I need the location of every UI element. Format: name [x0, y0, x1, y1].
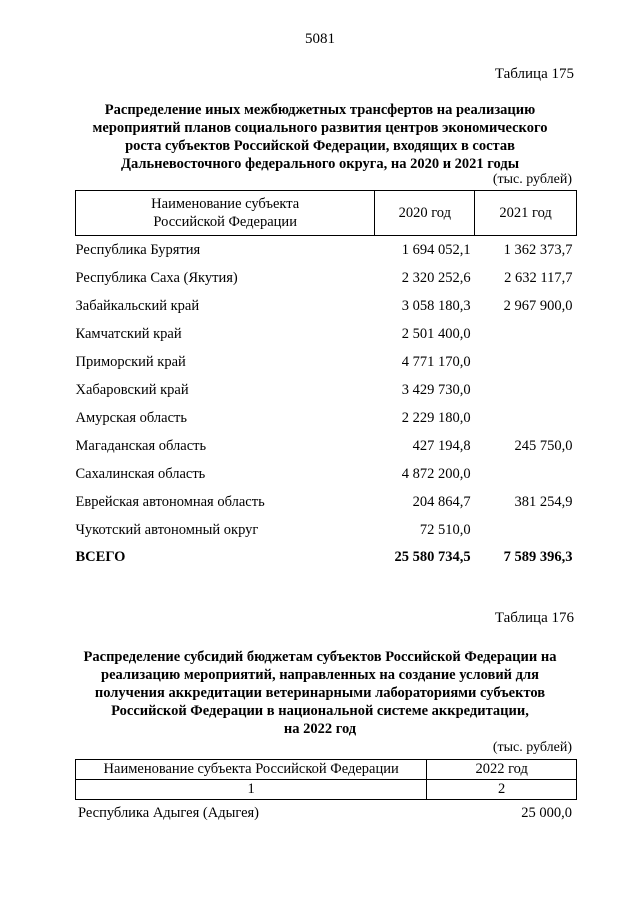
table-176	[75, 759, 577, 800]
value-2020: 72 510,0	[419, 521, 471, 538]
value-2020: 3 058 180,3	[401, 297, 471, 314]
column-number-row	[76, 780, 577, 800]
subject-name: Амурская область	[75, 409, 187, 426]
title-line: на 2022 год	[283, 721, 357, 737]
value-2020: 1 694 052,1	[401, 241, 471, 258]
title-line: получения аккредитации ветеринарными лабораториями субъектов	[94, 685, 546, 701]
value-2020: 427 194,8	[412, 437, 471, 454]
table-row	[76, 460, 577, 488]
subject-name: Магаданская область	[75, 437, 207, 454]
title-line: роста субъектов Российской Федерации, входящих в состав	[125, 138, 515, 154]
value-2021	[475, 516, 577, 544]
title-line: Дальневосточного федерального округа, на 2020 и 2021 годы	[120, 156, 520, 172]
subject-name: Республика Адыгея (Адыгея)	[78, 805, 260, 821]
title-line: реализацию мероприятий, направленных на создание условий для	[101, 667, 539, 683]
table-row	[76, 264, 577, 292]
subject-name: Сахалинская область	[75, 465, 206, 482]
table-175-title	[60, 101, 580, 173]
subject-name: Еврейская автономная область	[75, 493, 265, 510]
table-row	[76, 348, 577, 376]
value-2020: 4 872 200,0	[401, 465, 471, 482]
value-2021	[475, 348, 577, 376]
table-175-label: Таблица 175	[494, 66, 574, 82]
header-2020: 2020 год	[375, 191, 475, 236]
header-subject: Наименование субъекта Российской Федерации	[76, 191, 375, 236]
table-row	[76, 404, 577, 432]
value-2020: 3 429 730,0	[401, 381, 471, 398]
header-2022: 2022 год	[427, 760, 577, 780]
table-row	[76, 432, 577, 460]
value-2020: 2 229 180,0	[401, 409, 471, 426]
value-2020: 2 320 252,6	[401, 269, 471, 286]
value-2021: 381 254,9	[514, 493, 573, 510]
page-number: 5081	[305, 31, 335, 47]
total-row	[76, 544, 577, 570]
value-2021: 245 750,0	[514, 437, 573, 454]
value-2020: 4 771 170,0	[401, 353, 471, 370]
title-line: мероприятий планов социального развития центров экономического	[92, 120, 548, 136]
column-number: 1	[76, 780, 427, 800]
subject-name: Республика Саха (Якутия)	[75, 269, 238, 286]
table-175	[75, 190, 577, 570]
value-2020: 204 864,7	[412, 493, 471, 510]
table-176-units: (тыс. рублей)	[492, 740, 572, 755]
subject-name: Чукотский автономный округ	[75, 521, 259, 538]
table-row	[76, 236, 577, 265]
header-2021: 2021 год	[475, 191, 577, 236]
header-subject: Наименование субъекта Российской Федерации	[76, 760, 427, 780]
value-2021: 1 362 373,7	[503, 241, 573, 258]
table-176-title	[60, 648, 580, 738]
total-label: ВСЕГО	[75, 548, 126, 565]
subject-name: Приморский край	[75, 353, 186, 370]
table-row	[76, 320, 577, 348]
value-2021	[475, 320, 577, 348]
title-line: Распределение субсидий бюджетам субъектов Российской Федерации на	[83, 649, 557, 665]
table-header-row	[76, 191, 577, 236]
table-row	[76, 376, 577, 404]
table-175-units: (тыс. рублей)	[492, 172, 572, 187]
subject-name: Республика Бурятия	[75, 241, 201, 258]
value-2022: 25 000,0	[521, 805, 572, 821]
subject-name: Забайкальский край	[75, 297, 200, 314]
value-2021	[475, 460, 577, 488]
value-2021	[475, 404, 577, 432]
column-number: 2	[427, 780, 577, 800]
table-row	[76, 488, 577, 516]
value-2021: 2 967 900,0	[503, 297, 573, 314]
table-header-row	[76, 760, 577, 780]
subject-name: Камчатский край	[75, 325, 182, 342]
table-row	[76, 516, 577, 544]
table-row	[78, 805, 572, 822]
total-2021: 7 589 396,3	[503, 548, 573, 565]
title-line: Распределение иных межбюджетных трансфертов на реализацию	[104, 102, 536, 118]
table-row	[76, 292, 577, 320]
subject-name: Хабаровский край	[75, 381, 189, 398]
title-line: Российской Федерации в национальной системе аккредитации,	[111, 703, 529, 719]
value-2020: 2 501 400,0	[401, 325, 471, 342]
table-176-label: Таблица 176	[494, 610, 574, 626]
value-2021	[475, 376, 577, 404]
value-2021: 2 632 117,7	[504, 269, 573, 286]
total-2020: 25 580 734,5	[394, 548, 471, 565]
